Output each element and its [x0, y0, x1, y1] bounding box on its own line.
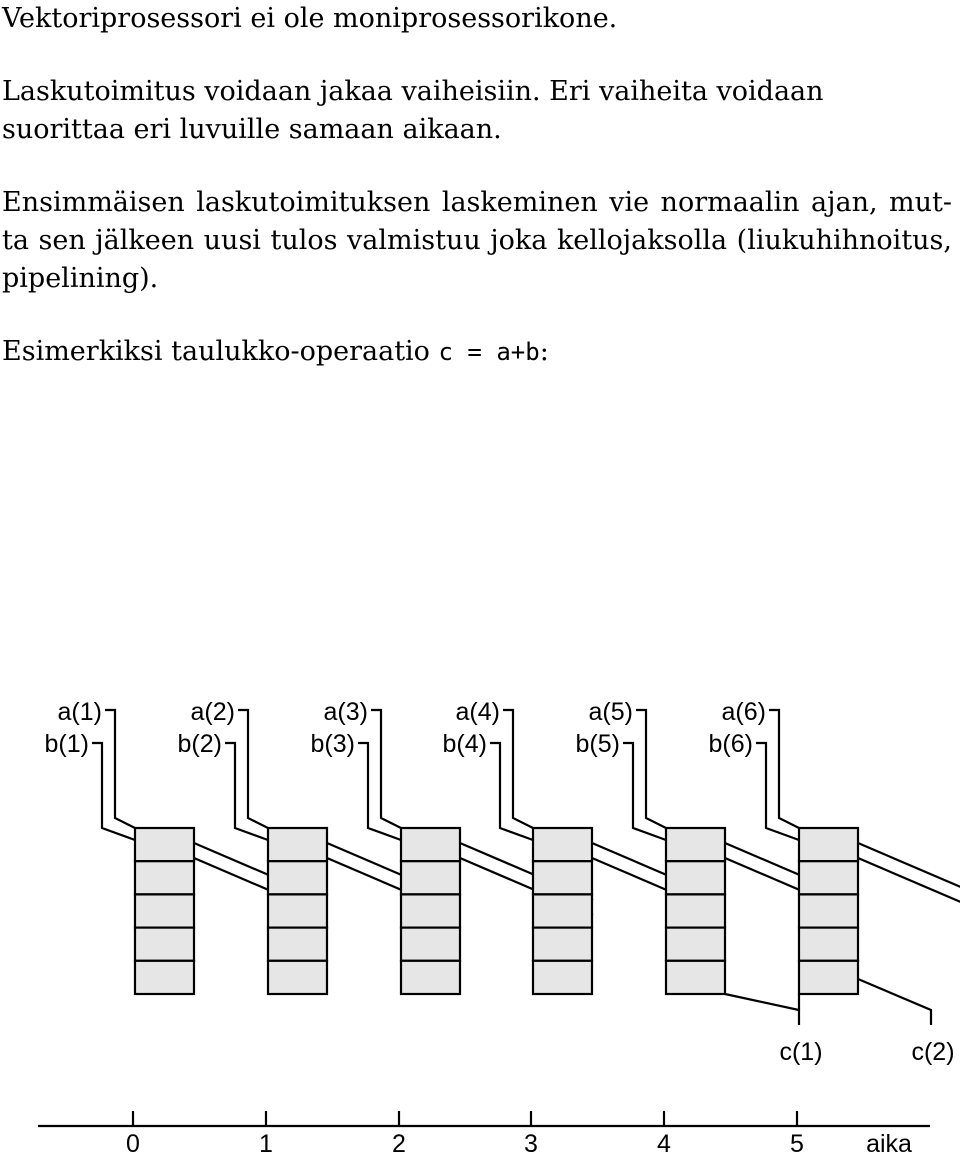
input-a-label: a(2)	[190, 698, 235, 726]
output-label: c(1)	[779, 1038, 823, 1066]
pipeline-stage-box	[268, 828, 327, 861]
pipeline-link-line	[858, 858, 960, 915]
pipeline-stage-box	[135, 828, 194, 861]
pipeline-stage-box	[799, 961, 858, 994]
input-a-lead	[503, 710, 533, 828]
time-axis-tick-label: 3	[524, 1130, 538, 1155]
output-lead-line	[858, 979, 931, 1025]
pipeline-stage-box	[666, 828, 725, 861]
time-axis-label: aika	[866, 1130, 912, 1155]
pipeline-stage-box	[799, 861, 858, 894]
pipeline-stage-box	[666, 961, 725, 994]
input-b-label: b(4)	[442, 730, 487, 758]
pipeline-stage-box	[401, 861, 460, 894]
pipeline-stage-box	[533, 961, 592, 994]
pipeline-stage-box	[533, 861, 592, 894]
input-a-label: a(1)	[57, 698, 102, 726]
pipeline-stage-box	[135, 961, 194, 994]
pipeline-stage-box	[799, 828, 858, 861]
text-example-suffix: :	[539, 336, 549, 367]
pipeline-stage-box	[401, 894, 460, 927]
input-a-lead	[371, 710, 401, 828]
input-a-label: a(6)	[721, 698, 766, 726]
text-paragraph-stages: Laskutoimitus voidaan jakaa vaiheisiin. Eri vaiheita voidaan suorittaa eri luvuille samaan aikaan.	[2, 76, 824, 145]
pipeline-stage-box	[268, 961, 327, 994]
input-a-lead	[238, 710, 268, 828]
input-b-label: b(2)	[177, 730, 222, 758]
text-pipelining-line-3: pipelining).	[2, 263, 159, 294]
pipeline-stage-box	[799, 894, 858, 927]
pipeline-stage-box	[533, 894, 592, 927]
pipeline-stage-box	[533, 828, 592, 861]
input-a-lead	[636, 710, 666, 828]
input-b-label: b(3)	[310, 730, 355, 758]
pipeline-stage-box	[401, 828, 460, 861]
input-b-label: b(6)	[708, 730, 753, 758]
code-expression: c = a+b	[438, 338, 540, 366]
pipeline-stage-box	[135, 861, 194, 894]
input-b-label: b(5)	[575, 730, 620, 758]
pipeline-stage-box	[135, 894, 194, 927]
text-pipelining-line-1: Ensimmäisen laskutoimituksen laskeminen vie normaalin ajan, mut-	[2, 187, 952, 218]
pipeline-stage-box	[268, 861, 327, 894]
pipeline-stage-box	[533, 928, 592, 961]
time-axis-tick-label: 2	[392, 1130, 406, 1155]
output-lead-line	[725, 994, 799, 1025]
text-example-prefix: Esimerkiksi taulukko-operaatio	[2, 336, 439, 367]
input-a-lead	[105, 710, 135, 828]
time-axis-tick-label: 5	[790, 1130, 804, 1155]
pipeline-stage-box	[268, 894, 327, 927]
text-pipelining-line-2: ta sen jälkeen uusi tulos valmistuu joka kellojaksolla (liukuhihnoitus,	[2, 225, 952, 256]
output-label: c(2)	[911, 1038, 955, 1066]
pipeline-stage-box	[401, 961, 460, 994]
input-b-label: b(1)	[44, 730, 89, 758]
time-axis-tick-label: 0	[126, 1130, 140, 1155]
pipeline-stage-box	[268, 928, 327, 961]
pipeline-stage-box	[401, 928, 460, 961]
time-axis-tick-label: 4	[657, 1130, 671, 1155]
pipeline-link-line	[858, 843, 960, 900]
input-a-label: a(3)	[323, 698, 368, 726]
input-a-label: a(4)	[455, 698, 500, 726]
input-a-lead	[769, 710, 799, 828]
pipeline-stage-box	[799, 928, 858, 961]
pipeline-stage-box	[135, 928, 194, 961]
pipeline-stage-box	[666, 894, 725, 927]
time-axis-tick-label: 1	[259, 1130, 273, 1155]
pipeline-stage-box	[666, 861, 725, 894]
text-line-vector-processor: Vektoriprosessori ei ole moniprosessorikone.	[2, 3, 618, 34]
input-a-label: a(5)	[588, 698, 633, 726]
pipeline-stage-box	[666, 928, 725, 961]
